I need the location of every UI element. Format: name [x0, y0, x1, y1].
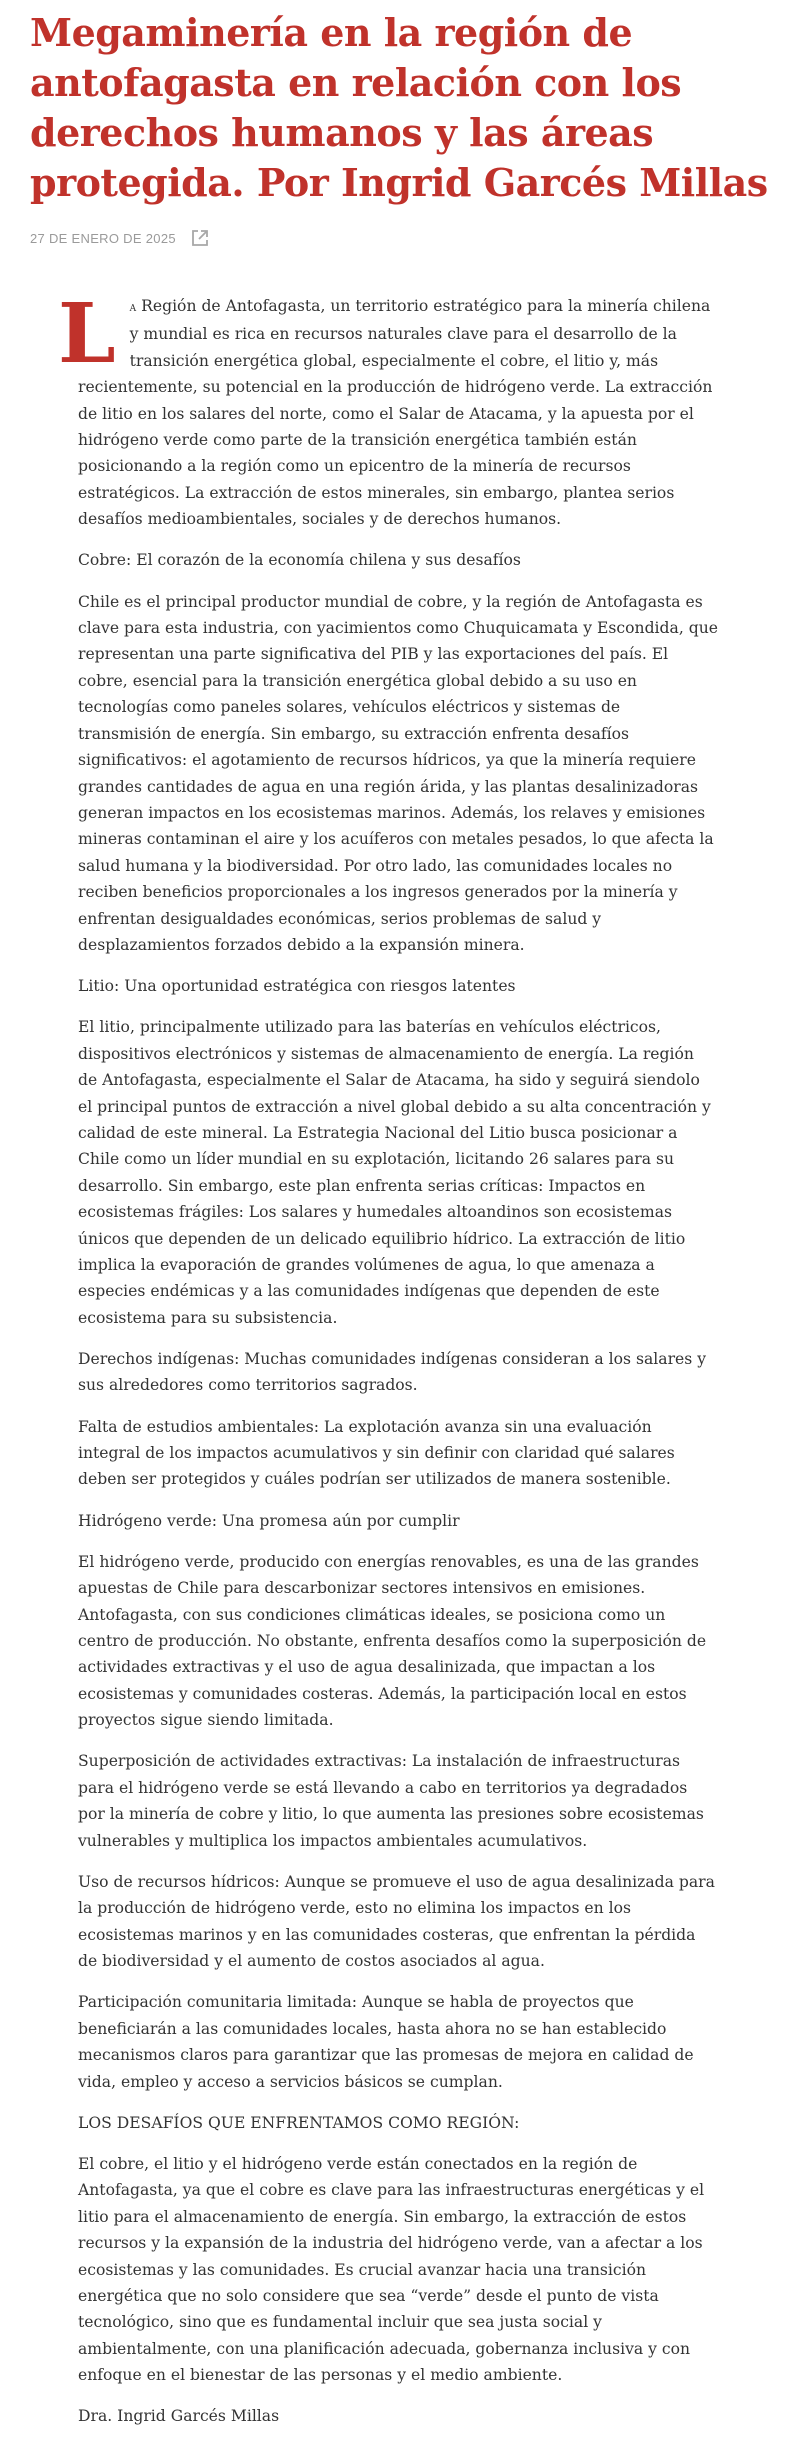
paragraph-recursos-hidricos: Uso de recursos hídricos: Aunque se promueve el uso de agua desalinizada para la producción de hidrógeno verde, esto no elimina los impactos en los ecosistemas marinos y en las comunidades costeras, que enfrentan la pérdida de biodiversidad y el aumento de costos asociados al agua. — [78, 1872, 715, 1971]
paragraph-superposicion: Superposición de actividades extractivas: La instalación de infraestructuras para el hidrógeno verde se está llevando a cabo en territorios ya degradados por la minería de cobre y litio, lo que aumenta las presiones sobre ecosistemas vulnerables y multiplica los impactos ambientales acumulativos. — [78, 1752, 704, 1850]
section-heading-desafios: LOS DESAFÍOS QUE ENFRENTAMOS COMO REGIÓN: — [78, 2113, 520, 2132]
author-signature: Dra. Ingrid Garcés Millas — [78, 2407, 280, 2426]
article-body — [58, 286, 718, 2445]
article-date: 27 DE ENERO DE 2025 — [30, 230, 176, 246]
paragraph-derechos-indigenas: Derechos indígenas: Muchas comunidades indígenas consideran a los salares y sus alrededores como territorios sagrados. — [78, 1350, 707, 1395]
section-heading-cobre: Cobre: El corazón de la economía chilena y sus desafíos — [78, 551, 521, 570]
drop-cap: L — [58, 286, 116, 382]
paragraph-hidrogeno: El hidrógeno verde, producido con energías renovables, es una de las grandes apuestas de Chile para descarbonizar sectores intensivos en emisiones. Antofagasta, con sus condiciones climáticas ideales, se posiciona como un centro de producción. No obstante, enfrenta desafíos como la superposición de actividades extractivas y el uso de agua desalinizada, que impactan a los ecosistemas y comunidades costeras. Además, la participación local en estos proyectos sigue siendo limitada. — [78, 1552, 707, 1730]
intro-paragraph — [58, 286, 718, 533]
external-link-icon[interactable] — [190, 228, 210, 248]
article-meta — [30, 228, 210, 248]
paragraph-estudios-ambientales: Falta de estudios ambientales: La explotación avanza sin una evaluación integral de los impactos acumulativos y sin definir con claridad qué salares deben ser protegidos y cuáles podrían ser utilizados de manera sostenible. — [78, 1417, 675, 1489]
intro-first-word: a — [129, 300, 137, 315]
paragraph-desafios: El cobre, el litio y el hidrógeno verde están conectados en la región de Antofagasta, ya que el cobre es clave para las infraestructuras energéticas y el litio para el almacenamiento de energía. Sin embargo, la extracción de estos recursos y la expansión de la industria del hidrógeno verde, van a afectar a los ecosistemas y las comunidades. Es crucial avanzar hacia una transición energética que no solo considere que sea “verde” desde el punto de vista tecnológico, sino que es fundamental incluir que sea justa social y ambientalmente, con una planificación adecuada, gobernanza inclusiva y con enfoque en el bienestar de las personas y el medio ambiente. — [78, 2154, 705, 2385]
section-heading-hidrogeno: Hidrógeno verde: Una promesa aún por cumplir — [78, 1511, 460, 1530]
paragraph-litio: El litio, principalmente utilizado para las baterías en vehículos eléctricos, dispositivos electrónicos y sistemas de almacenamiento de energía. La región de Antofagasta, especialmente el Salar de Atacama, ha sido y seguirá siendolo el principal puntos de extracción a nivel global debido a su alta concentración y calidad de este mineral. La Estrategia Nacional del Litio busca posicionar a Chile como un líder mundial en su explotación, licitando 26 salares para su desarrollo. Sin embargo, este plan enfrenta serias críticas: Impactos en ecosistemas frágiles: Los salares y humedales altoandinos son ecosistemas únicos que dependen de un delicado equilibrio hídrico. La extracción de litio implica la evaporación de grandes volúmenes de agua, lo que amenaza a especies endémicas y a las comunidades indígenas que dependen de este ecosistema para su subsistencia. — [78, 1018, 711, 1327]
paragraph-cobre: Chile es el principal productor mundial de cobre, y la región de Antofagasta es clave para esta industria, con yacimientos como Chuquicamata y Escondida, que representan una parte significativa del PIB y las exportaciones del país. El cobre, esencial para la transición energética global debido a su uso en tecnologías como paneles solares, vehículos eléctricos y sistemas de transmisión de energía. Sin embargo, su extracción enfrenta desafíos significativos: el agotamiento de recursos hídricos, ya que la minería requiere grandes cantidades de agua en una región árida, y las plantas desalinizadoras generan impactos en los ecosistemas marinos. Además, los relaves y emisiones mineras contaminan el aire y los acuíferos con metales pesados, lo que afecta la salud humana y la biodiversidad. Por otro lado, las comunidades locales no reciben beneficios proporcionales a los ingresos generados por la minería y enfrentan desigualdades económicas, serios problemas de salud y desplazamientos forzados debido a la expansión minera. — [78, 592, 718, 954]
section-heading-litio: Litio: Una oportunidad estratégica con riesgos latentes — [78, 977, 516, 996]
intro-text: Región de Antofagasta, un territorio estratégico para la minería chilena y mundial es rica en recursos naturales clave para el desarrollo de la transición energética global, especialmente el cobre, el litio y, más recientemente, su potencial en la producción de hidrógeno verde. La extracción de litio en los salares del norte, como el Salar de Atacama, y la apuesta por el hidrógeno verde como parte de la transición energética también están posicionando a la región como un epicentro de la minería de recursos estratégicos. La extracción de estos minerales, sin embargo, plantea serios desafíos medioambientales, sociales y de derechos humanos. — [78, 297, 713, 529]
article-title: Megaminería en la región de antofagasta en relación con los derechos humanos y las áreas protegida. Por Ingrid Garcés Millas — [30, 10, 768, 205]
paragraph-participacion: Participación comunitaria limitada: Aunque se habla de proyectos que beneficiarán a las comunidades locales, hasta ahora no se han establecido mecanismos claros para garantizar que las promesas de mejora en calidad de vida, empleo y acceso a servicios básicos se cumplan. — [78, 1993, 694, 2091]
